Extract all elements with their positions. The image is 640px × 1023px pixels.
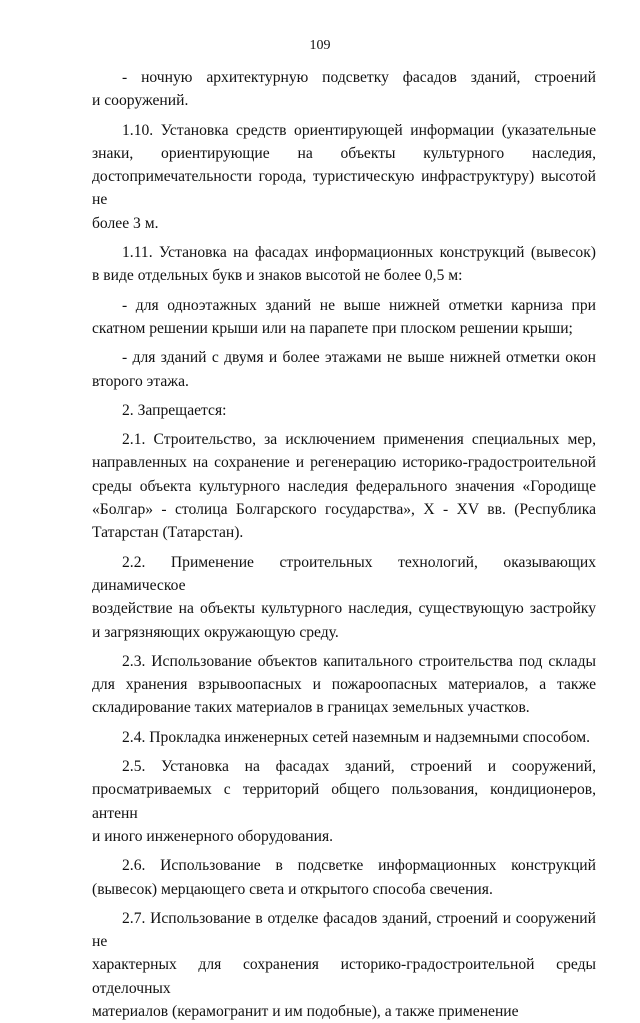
text-line: - для одноэтажных зданий не выше нижней отметки карниза при xyxy=(122,296,596,314)
text-line: скатном решении крыши или на парапете при плоском решении крыши; xyxy=(92,319,573,337)
text-line: (вывесок) мерцающего света и открытого способа свечения. xyxy=(92,880,493,898)
page-number: 109 xyxy=(309,38,331,53)
text-line: 2.2. Применение строительных технологий, оказывающих динамическое xyxy=(92,553,596,594)
paragraph xyxy=(92,428,596,544)
text-line: 1.10. Установка средств ориентирующей информации (указательные xyxy=(122,121,596,139)
paragraph xyxy=(92,650,596,720)
text-line: и сооружений. xyxy=(92,92,189,110)
text-line: просматриваемых с территорий общего пользования, кондиционеров, антенн xyxy=(92,781,596,822)
text-line: 2.1. Строительство, за исключением применения специальных мер, xyxy=(122,431,596,449)
text-line: «Болгар» - столица Болгарского государства», X - XV вв. (Республика xyxy=(92,501,596,519)
paragraph xyxy=(92,907,596,1023)
text-line: в виде отдельных букв и знаков высотой не более 0,5 м: xyxy=(92,267,463,285)
text-line: складирование таких материалов в границах земельных участков. xyxy=(92,699,530,717)
paragraph xyxy=(92,854,596,901)
paragraph xyxy=(92,66,596,113)
text-line: - ночную архитектурную подсветку фасадов зданий, строений xyxy=(122,69,596,86)
text-line: и иного инженерного оборудования. xyxy=(92,827,334,845)
text-line: для хранения взрывоопасных и пожароопасных материалов, а также xyxy=(92,676,596,694)
text-line: 2.6. Использование в подсветке информационных конструкций xyxy=(122,857,596,875)
text-line: второго этажа. xyxy=(92,372,189,390)
text-line: среды объекта культурного наследия федерального значения «Городище xyxy=(92,477,596,495)
paragraph xyxy=(92,346,596,393)
text-line: достопримечательности города, туристическую инфраструктуру) высотой не xyxy=(92,168,596,209)
paragraph xyxy=(92,755,596,848)
document-body xyxy=(92,66,596,1023)
paragraph xyxy=(92,294,596,341)
text-line: Татарстан (Татарстан). xyxy=(92,524,244,542)
text-line: 2.4. Прокладка инженерных сетей наземным и надземными способом. xyxy=(122,728,590,746)
text-line: знаки, ориентирующие на объекты культурного наследия, xyxy=(92,144,596,162)
paragraph xyxy=(92,241,596,288)
text-line: 2.5. Установка на фасадах зданий, строений и сооружений, xyxy=(122,758,596,776)
text-line: 2.3. Использование объектов капитального строительства под склады xyxy=(122,652,596,670)
text-line: направленных на сохранение и регенерацию историко-градостроительной xyxy=(92,454,596,472)
text-line: и загрязняющих окружающую среду. xyxy=(92,623,339,641)
text-line: 2. Запрещается: xyxy=(122,401,227,419)
paragraph xyxy=(92,726,596,749)
paragraph xyxy=(92,551,596,644)
paragraph xyxy=(92,119,596,235)
text-line: 2.7. Использование в отделке фасадов зданий, строений и сооружений не xyxy=(92,909,596,951)
text-line: характерных для сохранения историко-градостроительной среды отделочных xyxy=(92,956,596,997)
paragraph xyxy=(92,399,596,422)
text-line: - для зданий с двумя и более этажами не выше нижней отметки окон xyxy=(122,349,596,367)
text-line: материалов (керамогранит и им подобные), а также применение xyxy=(92,1002,519,1020)
text-line: воздействие на объекты культурного наследия, существующую застройку xyxy=(92,600,596,618)
text-line: более 3 м. xyxy=(92,214,159,232)
text-line: 1.11. Установка на фасадах информационных конструкций (вывесок) xyxy=(122,244,596,262)
